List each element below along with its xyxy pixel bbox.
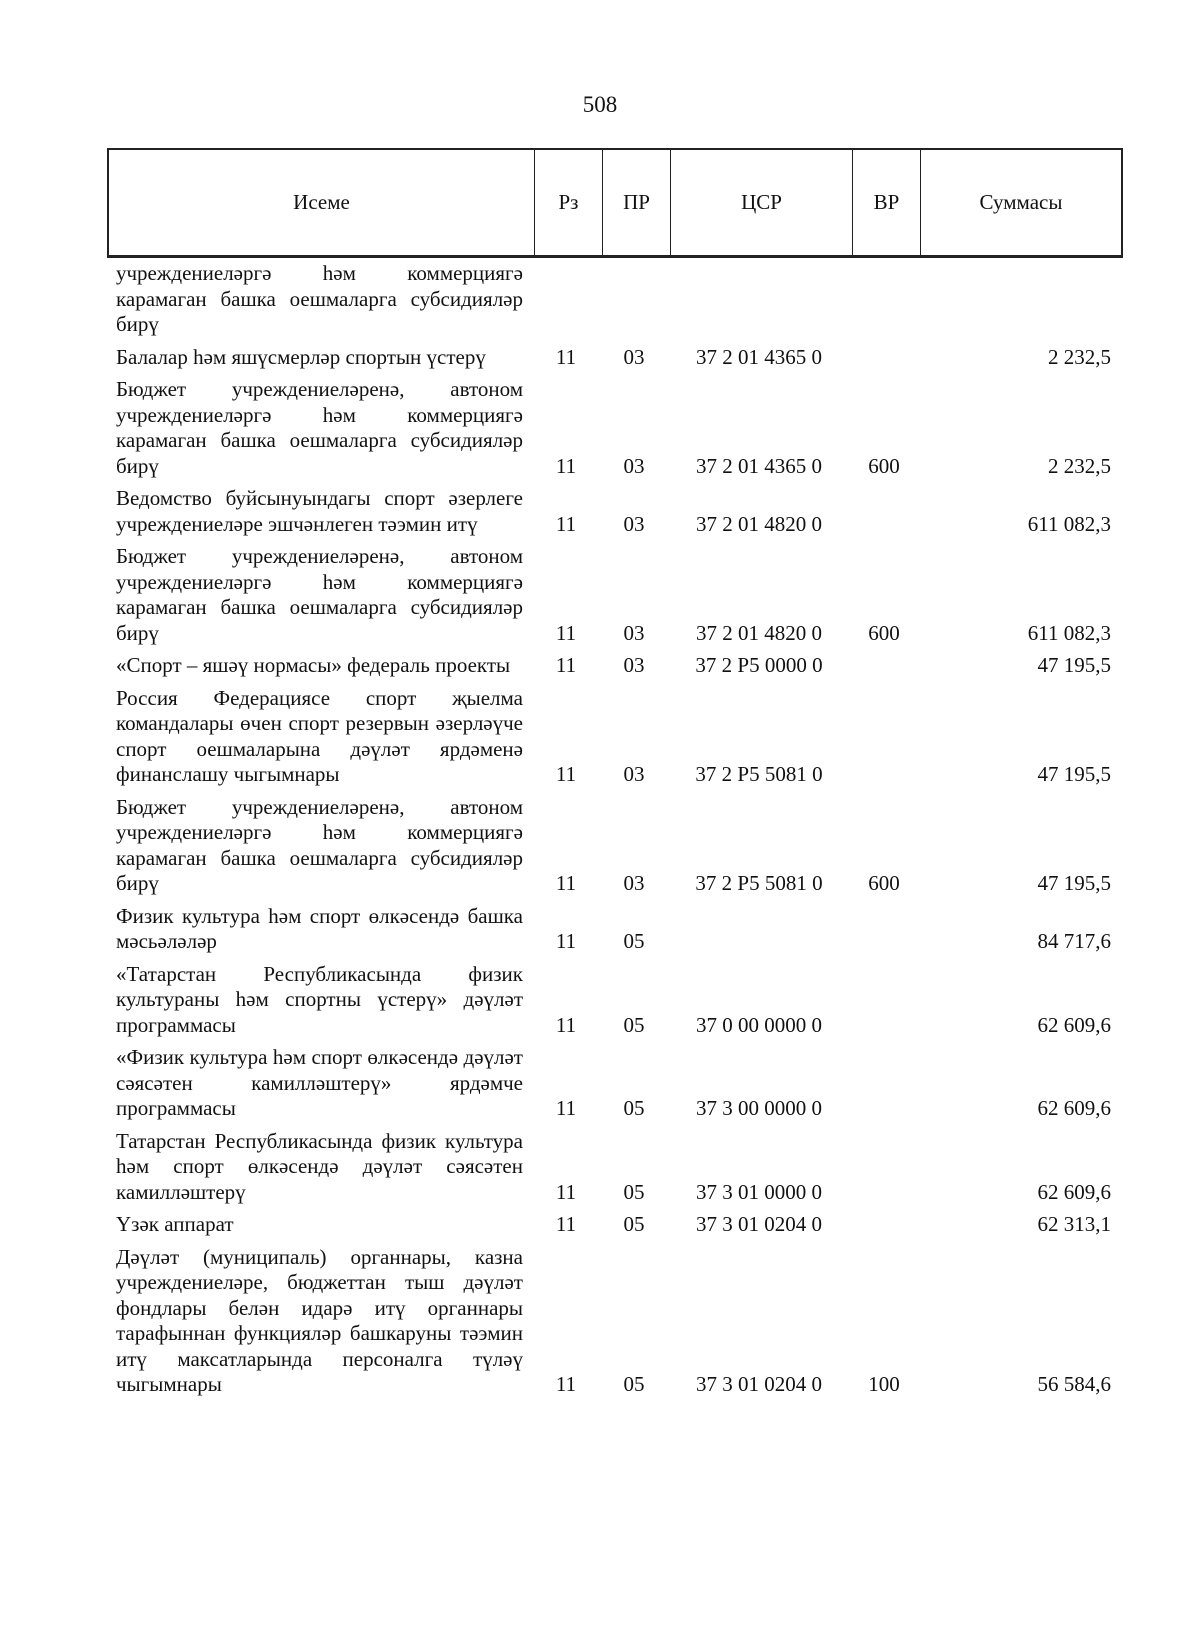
- table-row: [107, 962, 1123, 1039]
- cell-csr: 37 2 01 4365 0: [696, 453, 822, 478]
- cell-pr: 05: [623, 1212, 645, 1236]
- cell-csr: 37 2 01 4365 0: [696, 344, 822, 369]
- cell-pr: 03: [623, 511, 645, 536]
- cell-pr: 03: [623, 762, 645, 786]
- header-rz: Рз: [534, 150, 602, 255]
- cell-rz: 11: [555, 871, 577, 895]
- header-pr: ПР: [602, 150, 670, 255]
- cell-sum: 47 195,5: [1037, 653, 1111, 677]
- cell-vr: 600: [868, 620, 900, 645]
- header-vr: ВР: [852, 150, 920, 255]
- table-header: [107, 148, 1123, 258]
- cell-name: Бюджет учреждениеләренә, автоном учреждениеләргә һәм коммерциягә карамаган башка оешмаларга субсидияләр бирү: [116, 794, 523, 895]
- cell-rz: 11: [555, 620, 577, 645]
- cell-name: учреждениеләргә һәм коммерциягә карамаган башка оешмаларга субсидияләр бирү: [116, 261, 523, 336]
- cell-pr: 05: [623, 929, 645, 953]
- cell-name: Физик культура һәм спорт өлкәсендә башка мәсьәләләр: [116, 903, 523, 953]
- header-csr: ЦСР: [670, 150, 852, 255]
- cell-name: Ведомство буйсынуындагы спорт әзерлеге учреждениеләре эшчәнлеген тәэмин итү: [116, 486, 523, 536]
- table-row: [107, 1045, 1123, 1122]
- cell-name: «Физик культура һәм спорт өлкәсендә дәүләт сәясәтен камилләштерү» ярдәмче программасы: [116, 1045, 523, 1120]
- cell-rz: 11: [555, 929, 577, 953]
- cell-name: Үзәк аппарат: [116, 1212, 234, 1236]
- cell-rz: 11: [555, 344, 577, 369]
- cell-csr: 37 0 00 0000 0: [696, 1012, 822, 1037]
- cell-name: Бюджет учреждениеләренә, автоном учреждениеләргә һәм коммерциягә карамаган башка оешмаларга субсидияләр бирү: [116, 544, 523, 645]
- cell-rz: 11: [555, 511, 577, 536]
- cell-name: Россия Федерациясе спорт җыелма командалары өчен спорт резервын әзерләүче спорт оешмаларына дәүләт ярдәменә финанслашу чыгымнары: [116, 685, 523, 786]
- cell-csr: 37 2 01 4820 0: [696, 620, 822, 645]
- cell-pr: 03: [623, 344, 645, 369]
- cell-rz: 11: [555, 1212, 577, 1236]
- cell-name: «Татарстан Республикасында физик культураны һәм спортны үстерү» дәүләт программасы: [116, 961, 523, 1037]
- cell-rz: 11: [555, 653, 577, 677]
- cell-rz: 11: [555, 1372, 577, 1396]
- table-body: [107, 261, 1123, 1405]
- cell-sum: 611 082,3: [1027, 511, 1111, 536]
- cell-csr: 37 3 01 0204 0: [696, 1212, 822, 1236]
- cell-pr: 03: [623, 871, 645, 895]
- cell-pr: 03: [623, 453, 645, 478]
- cell-name: Дәүләт (муниципаль) органнары, казна учреждениеләре, бюджеттан тыш дәүләт фондлары белән идарә итү органнары тарафыннан функцияләр башкаруны тәэмин итү максатларында персоналга түләү чыгымнары: [116, 1244, 523, 1396]
- cell-pr: 05: [623, 1012, 645, 1037]
- cell-rz: 11: [555, 1096, 577, 1120]
- table-row: [107, 345, 1123, 371]
- cell-csr: 37 3 00 0000 0: [696, 1096, 822, 1120]
- cell-sum: 62 609,6: [1037, 1179, 1111, 1204]
- cell-vr: 100: [868, 1372, 900, 1396]
- cell-sum: 2 232,5: [1048, 453, 1111, 478]
- cell-sum: 611 082,3: [1027, 620, 1111, 645]
- table-row: [107, 377, 1123, 479]
- cell-pr: 03: [623, 620, 645, 645]
- cell-vr: 600: [868, 871, 900, 895]
- table-row: [107, 544, 1123, 646]
- table-row: [107, 261, 1123, 338]
- page-number: 508: [582, 92, 618, 117]
- cell-csr: 37 2 P5 5081 0: [695, 762, 823, 786]
- header-sum: Суммасы: [920, 150, 1121, 255]
- cell-sum: 47 195,5: [1037, 871, 1111, 895]
- cell-sum: 62 609,6: [1037, 1012, 1111, 1037]
- cell-csr: 37 2 P5 5081 0: [695, 871, 823, 895]
- cell-sum: 47 195,5: [1037, 762, 1111, 786]
- cell-rz: 11: [555, 762, 577, 786]
- cell-name: Татарстан Республикасында физик культура һәм спорт өлкәсендә дәүләт сәясәтен камилләштерү: [116, 1128, 523, 1204]
- cell-pr: 03: [623, 653, 645, 677]
- table-row: [107, 1129, 1123, 1206]
- table-row: [107, 904, 1123, 955]
- cell-pr: 05: [623, 1179, 645, 1204]
- table-row: [107, 1212, 1123, 1238]
- cell-name: Балалар һәм яшүсмерләр спортын үстерү: [116, 344, 486, 369]
- cell-pr: 05: [623, 1372, 645, 1396]
- cell-csr: 37 3 01 0000 0: [696, 1179, 822, 1204]
- cell-sum: 62 313,1: [1037, 1212, 1111, 1236]
- table-row: [107, 653, 1123, 679]
- header-name: Исеме: [293, 190, 350, 214]
- table-row: [107, 686, 1123, 788]
- cell-rz: 11: [555, 1012, 577, 1037]
- table-row: [107, 1245, 1123, 1398]
- cell-sum: 62 609,6: [1037, 1096, 1111, 1120]
- cell-rz: 11: [555, 453, 577, 478]
- cell-sum: 84 717,6: [1037, 929, 1111, 953]
- table-row: [107, 486, 1123, 537]
- cell-sum: 56 584,6: [1037, 1372, 1111, 1396]
- cell-name: Бюджет учреждениеләренә, автоном учреждениеләргә һәм коммерциягә карамаган башка оешмаларга субсидияләр бирү: [116, 377, 523, 478]
- cell-csr: 37 2 P5 0000 0: [695, 653, 823, 677]
- cell-name: «Спорт – яшәү нормасы» федераль проекты: [116, 653, 511, 677]
- cell-vr: 600: [868, 453, 900, 478]
- cell-rz: 11: [555, 1179, 577, 1204]
- table-row: [107, 795, 1123, 897]
- cell-csr: 37 3 01 0204 0: [696, 1372, 822, 1396]
- cell-sum: 2 232,5: [1048, 344, 1111, 369]
- cell-pr: 05: [623, 1096, 645, 1120]
- cell-csr: 37 2 01 4820 0: [696, 511, 822, 536]
